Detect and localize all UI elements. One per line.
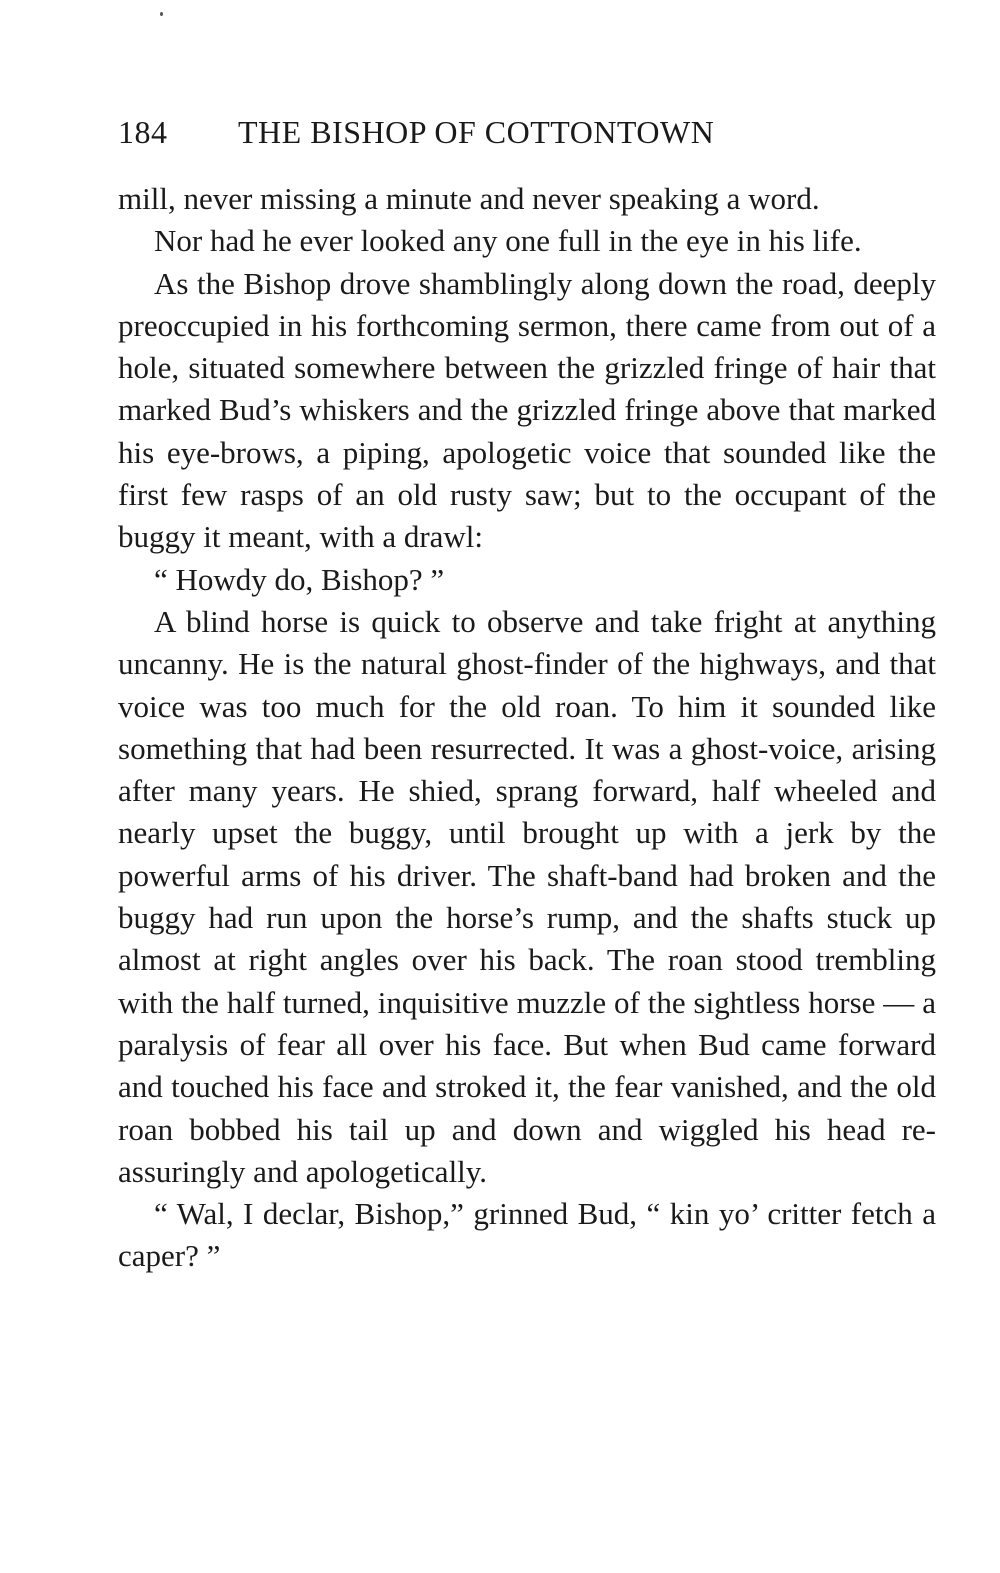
print-speck — [160, 12, 163, 16]
page-number: 184 — [118, 114, 168, 150]
running-head — [118, 112, 938, 152]
paragraph: As the Bishop drove shamblingly along down the road, deeply preoccupied in his forthcoming sermon, there came from out of a hole, situated somewhere between the grizzled fringe of hair that marked Bud’s whiskers and the grizzled fringe above that marked his eye-brows, a piping, apologetic voice that sounded like the first few rasps of an old rusty saw; but to the occupant of the buggy it meant, with a drawl: — [118, 265, 936, 555]
paragraph: mill, never missing a minute and never speaking a word. — [118, 181, 820, 216]
paragraph: “ Howdy do, Bishop? ” — [154, 561, 445, 597]
running-title: THE BISHOP OF COTTONTOWN — [238, 114, 715, 150]
paragraph: A blind horse is quick to observe and take fright at anything uncanny. He is the natural ghost-finder of the highways, and that voice was too much for the old roan. To him it sounded like something that had been resurrected. It was a ghost-voice, arising after many years. He shied, sprang forward, half wheeled and nearly upset the buggy, until brought up with a jerk by the powerful arms of his driver. The shaft-band had broken and the buggy had run upon the horse’s rump, and the shafts stuck up almost at right angles over his back. The roan stood trembling with the half turned, inquisitive muzzle of the sightless horse — a paralysis of fear all over his face. But when Bud came forward and touched his face and stroked it, the fear vanished, and the old roan bobbed his tail up and down and wiggled his head re-assuringly and apologetically. — [118, 603, 936, 1189]
paragraph: “ Wal, I declar, Bishop,” grinned Bud, “ kin yo’ critter fetch a caper? ” — [118, 1196, 936, 1274]
paragraph: Nor had he ever looked any one full in the eye in his life. — [154, 223, 862, 259]
body-text — [118, 178, 936, 1278]
